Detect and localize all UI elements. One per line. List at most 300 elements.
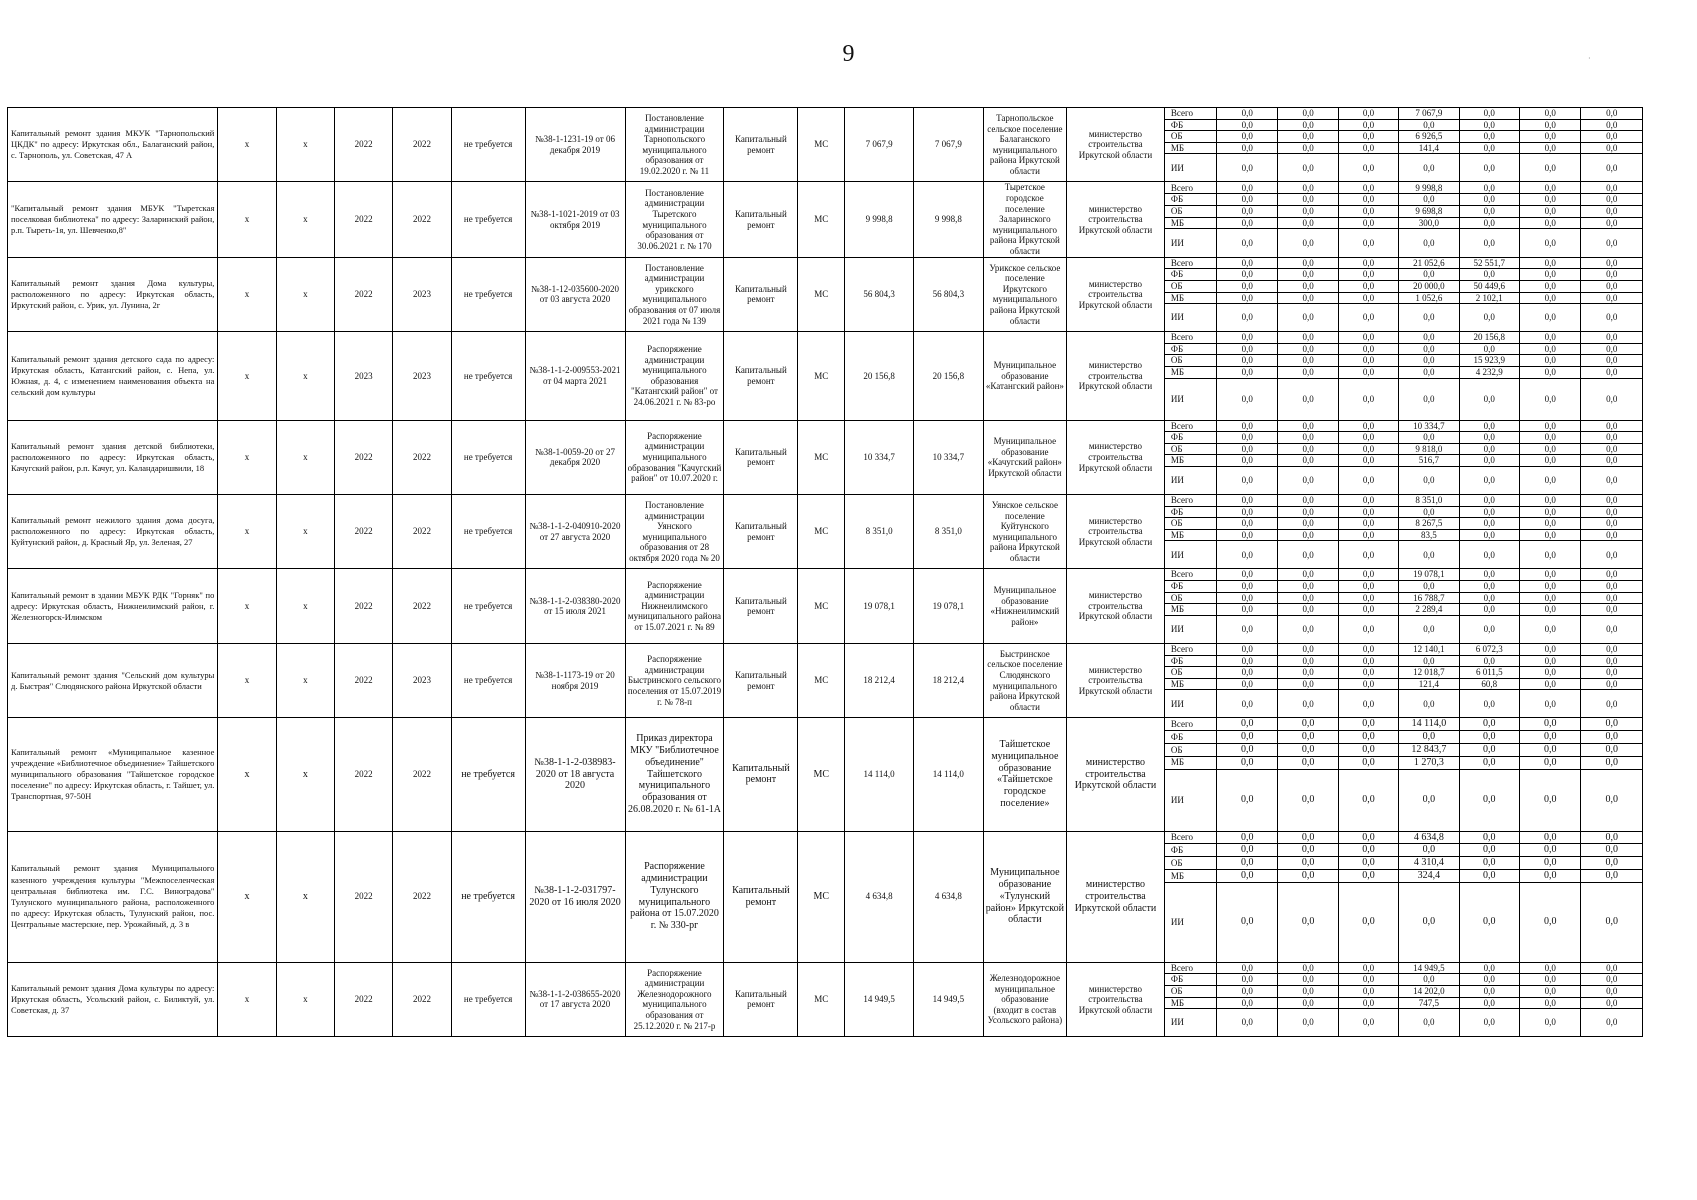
- funding-value-cell: 0,0: [1519, 205, 1580, 217]
- funding-value-cell: 0,0: [1338, 518, 1398, 530]
- funding-value-cell: 0,0: [1519, 443, 1580, 455]
- funding-value-cell: 0,0: [1459, 205, 1519, 217]
- funding-value-cell: 0,0: [1338, 615, 1398, 643]
- funding-value-cell: 0,0: [1338, 882, 1398, 962]
- funding-value-cell: 0,0: [1519, 643, 1580, 655]
- funding-value-cell: 0,0: [1581, 655, 1643, 667]
- year-end-cell: 2023: [393, 332, 451, 420]
- cell-x2-cell: x: [276, 495, 334, 569]
- name-cell: Капитальный ремонт здания Муниципального казенного учреждения культуры "Межпоселенческая центральная библиотека им. Г.С. Виноградова" Тулунского муниципального района, расположенного по адресу: Иркутская область, Тулунский район, пос. Центральные мастерские, пер. Урожайный, д. 3 в: [8, 831, 218, 962]
- funding-value-cell: 0,0: [1278, 443, 1338, 455]
- funding-source-label: ОБ: [1164, 280, 1216, 292]
- name-cell: Капитальный ремонт в здании МБУК РДК "Горняк" по адресу: Иркутская область, Нижнеилимский район, г. Железногорск-Илимском: [8, 569, 218, 643]
- funding-source-label: ФБ: [1164, 581, 1216, 593]
- cost-cell: 19 078,1: [845, 569, 914, 643]
- funding-value-cell: 0,0: [1338, 142, 1398, 154]
- year-end-cell: 2022: [393, 420, 451, 494]
- funding-value-cell: 0,0: [1459, 1009, 1519, 1037]
- funding-value-cell: 0,0: [1216, 756, 1277, 769]
- funding-value-cell: 0,0: [1581, 743, 1643, 756]
- funding-source-label: ОБ: [1164, 985, 1216, 997]
- funding-source-label: ИИ: [1164, 882, 1216, 962]
- funding-value-cell: 0,0: [1519, 467, 1580, 495]
- funding-value-cell: 0,0: [1459, 592, 1519, 604]
- funding-source-label: Всего: [1164, 182, 1216, 194]
- funding-source-label: ОБ: [1164, 743, 1216, 756]
- cell-x1-cell: x: [218, 718, 276, 831]
- object-row: [8, 182, 1643, 194]
- funding-value-cell: 0,0: [1459, 844, 1519, 857]
- funding-value-cell: 0,0: [1278, 731, 1338, 744]
- funding-value-cell: 0,0: [1338, 506, 1398, 518]
- funding-value-cell: 0,0: [1278, 869, 1338, 882]
- cell-x1-cell: x: [218, 569, 276, 643]
- grbs-cell: министерство строительства Иркутской области: [1067, 643, 1165, 717]
- funding-value-cell: 0,0: [1338, 962, 1398, 974]
- funding-value-cell: 0,0: [1338, 718, 1398, 731]
- funding-source-label: ФБ: [1164, 343, 1216, 355]
- funding-value-cell: 0,0: [1519, 131, 1580, 143]
- funding-value-cell: 0,0: [1216, 731, 1277, 744]
- funding-value-cell: 0,0: [1459, 378, 1519, 420]
- customer-cell: Муниципальное образование «Катангский район»: [983, 332, 1066, 420]
- funding-value-cell: 0,0: [1459, 217, 1519, 229]
- funding-value-cell: 0,0: [1459, 108, 1519, 120]
- page-number: 9: [842, 41, 855, 67]
- funding-value-cell: 0,0: [1338, 292, 1398, 304]
- funding-source-label: ОБ: [1164, 443, 1216, 455]
- remaining-cell: 7 067,9: [913, 108, 983, 182]
- funding-value-cell: 0,0: [1459, 831, 1519, 844]
- cost-cell: 7 067,9: [845, 108, 914, 182]
- name-cell: Капитальный ремонт здания "Сельский дом культуры д. Быстрая" Слюдянского района Иркутской области: [8, 643, 218, 717]
- object-row: [8, 718, 1643, 731]
- customer-cell: Уянское сельское поселение Куйтунского муниципального района Иркутской области: [983, 495, 1066, 569]
- year-start-cell: 2022: [334, 108, 392, 182]
- funding-value-cell: 0,0: [1519, 718, 1580, 731]
- funding-value-cell: 0,0: [1216, 604, 1277, 616]
- funding-value-cell: 0,0: [1459, 194, 1519, 206]
- funding-value-cell: 1 052,6: [1399, 292, 1459, 304]
- funding-value-cell: 0,0: [1581, 857, 1643, 870]
- funding-value-cell: 0,0: [1278, 831, 1338, 844]
- funding-value-cell: 0,0: [1278, 581, 1338, 593]
- funding-value-cell: 0,0: [1216, 869, 1277, 882]
- funding-value-cell: 0,0: [1216, 592, 1277, 604]
- funding-value-cell: 0,0: [1519, 831, 1580, 844]
- decision-cell: Распоряжение администрации Нижнеилимского муниципального района от 15.07.2021 г. № 89: [625, 569, 724, 643]
- funding-value-cell: 0,0: [1338, 529, 1398, 541]
- funding-value-cell: 0,0: [1338, 119, 1398, 131]
- expertise-cell: не требуется: [451, 420, 525, 494]
- funding-value-cell: 4 634,8: [1399, 831, 1459, 844]
- funding-value-cell: 0,0: [1216, 743, 1277, 756]
- funding-value-cell: 0,0: [1216, 355, 1277, 367]
- funding-value-cell: 0,0: [1278, 304, 1338, 332]
- funding-value-cell: 0,0: [1338, 131, 1398, 143]
- funding-source-label: ОБ: [1164, 667, 1216, 679]
- year-start-cell: 2022: [334, 569, 392, 643]
- funding-value-cell: 7 067,9: [1399, 108, 1459, 120]
- funding-value-cell: 0,0: [1581, 529, 1643, 541]
- funding-value-cell: 0,0: [1278, 690, 1338, 718]
- funding-value-cell: 0,0: [1519, 997, 1580, 1009]
- remaining-cell: 20 156,8: [913, 332, 983, 420]
- funding-value-cell: 0,0: [1519, 332, 1580, 344]
- grbs-cell: министерство строительства Иркутской области: [1067, 718, 1165, 831]
- funding-value-cell: 50 449,6: [1459, 280, 1519, 292]
- funding-value-cell: 0,0: [1278, 541, 1338, 569]
- funding-value-cell: 0,0: [1216, 205, 1277, 217]
- funding-value-cell: 0,0: [1338, 217, 1398, 229]
- remaining-cell: 10 334,7: [913, 420, 983, 494]
- funding-value-cell: 0,0: [1216, 857, 1277, 870]
- name-cell: Капитальный ремонт здания Дома культуры по адресу: Иркутская область, Усольский район, с. Биликтуй, ул. Советская, д. 37: [8, 962, 218, 1036]
- cell-x2-cell: x: [276, 962, 334, 1036]
- funding-value-cell: 0,0: [1278, 1009, 1338, 1037]
- funding-value-cell: 0,0: [1338, 844, 1398, 857]
- funding-value-cell: 0,0: [1459, 518, 1519, 530]
- funding-value-cell: 0,0: [1399, 355, 1459, 367]
- funding-value-cell: 0,0: [1216, 769, 1277, 831]
- year-end-cell: 2022: [393, 569, 451, 643]
- funding-value-cell: 0,0: [1459, 882, 1519, 962]
- funding-value-cell: 0,0: [1278, 378, 1338, 420]
- cell-x1-cell: x: [218, 831, 276, 962]
- funding-value-cell: 0,0: [1278, 655, 1338, 667]
- funding-value-cell: 0,0: [1216, 304, 1277, 332]
- funding-value-cell: 0,0: [1581, 962, 1643, 974]
- funding-value-cell: 0,0: [1399, 378, 1459, 420]
- funding-value-cell: 0,0: [1338, 304, 1398, 332]
- object-row: [8, 420, 1643, 432]
- funding-value-cell: 0,0: [1581, 869, 1643, 882]
- funding-source-label: Всего: [1164, 332, 1216, 344]
- funding-value-cell: 0,0: [1338, 974, 1398, 986]
- funding-value-cell: 0,0: [1338, 678, 1398, 690]
- funding-value-cell: 9 998,8: [1399, 182, 1459, 194]
- funding-value-cell: 20 156,8: [1459, 332, 1519, 344]
- funding-value-cell: 0,0: [1338, 154, 1398, 182]
- expertise-cell: не требуется: [451, 718, 525, 831]
- funding-value-cell: 0,0: [1459, 182, 1519, 194]
- remaining-cell: 8 351,0: [913, 495, 983, 569]
- funding-value-cell: 0,0: [1399, 154, 1459, 182]
- customer-cell: Муниципальное образование «Качугский район» Иркутской области: [983, 420, 1066, 494]
- funding-value-cell: 0,0: [1216, 257, 1277, 269]
- funding-value-cell: 4 232,9: [1459, 366, 1519, 378]
- cell-x2-cell: x: [276, 108, 334, 182]
- funding-value-cell: 0,0: [1216, 1009, 1277, 1037]
- funding-value-cell: 0,0: [1338, 655, 1398, 667]
- funding-value-cell: 0,0: [1278, 857, 1338, 870]
- funding-value-cell: 0,0: [1278, 985, 1338, 997]
- funding-value-cell: 0,0: [1338, 643, 1398, 655]
- funding-source-label: ФБ: [1164, 119, 1216, 131]
- funding-value-cell: 0,0: [1338, 205, 1398, 217]
- cell-x1-cell: x: [218, 495, 276, 569]
- cell-x2-cell: x: [276, 569, 334, 643]
- funding-value-cell: 0,0: [1581, 217, 1643, 229]
- funding-value-cell: 0,0: [1519, 292, 1580, 304]
- cell-x1-cell: x: [218, 182, 276, 257]
- funding-value-cell: 0,0: [1278, 366, 1338, 378]
- funding-value-cell: 0,0: [1399, 974, 1459, 986]
- funding-value-cell: 0,0: [1519, 229, 1580, 257]
- funding-value-cell: 0,0: [1278, 529, 1338, 541]
- funding-value-cell: 0,0: [1278, 355, 1338, 367]
- year-end-cell: 2023: [393, 643, 451, 717]
- funding-value-cell: 0,0: [1459, 529, 1519, 541]
- expertise-cell: не требуется: [451, 332, 525, 420]
- funding-value-cell: 0,0: [1519, 154, 1580, 182]
- funding-value-cell: 0,0: [1399, 731, 1459, 744]
- funding-value-cell: 0,0: [1216, 108, 1277, 120]
- cell-x1-cell: x: [218, 332, 276, 420]
- funding-value-cell: 0,0: [1519, 495, 1580, 507]
- customer-cell: Железнодорожное муниципальное образование (входит в состав Усольского района): [983, 962, 1066, 1036]
- funding-value-cell: 0,0: [1338, 985, 1398, 997]
- funding-value-cell: 0,0: [1399, 332, 1459, 344]
- funding-value-cell: 0,0: [1278, 974, 1338, 986]
- funding-value-cell: 0,0: [1338, 569, 1398, 581]
- funding-value-cell: 0,0: [1278, 420, 1338, 432]
- name-cell: Капитальный ремонт здания Дома культуры, расположенного по адресу: Иркутская область, Иркутский район, с. Урик, ул. Лунина, 2г: [8, 257, 218, 331]
- funding-value-cell: 0,0: [1519, 604, 1580, 616]
- funding-value-cell: 0,0: [1216, 292, 1277, 304]
- funding-value-cell: 0,0: [1581, 592, 1643, 604]
- year-end-cell: 2022: [393, 108, 451, 182]
- funding-value-cell: 14 114,0: [1399, 718, 1459, 731]
- funding-value-cell: 0,0: [1581, 467, 1643, 495]
- year-end-cell: 2022: [393, 182, 451, 257]
- year-start-cell: 2023: [334, 332, 392, 420]
- funding-source-label: ИИ: [1164, 229, 1216, 257]
- funding-value-cell: 0,0: [1278, 142, 1338, 154]
- work-type-cell: Капитальный ремонт: [724, 420, 798, 494]
- funding-value-cell: 0,0: [1581, 731, 1643, 744]
- funding-value-cell: 0,0: [1519, 756, 1580, 769]
- cell-x2-cell: x: [276, 643, 334, 717]
- funding-value-cell: 0,0: [1519, 108, 1580, 120]
- funding-value-cell: 0,0: [1459, 731, 1519, 744]
- funding-value-cell: 12 018,7: [1399, 667, 1459, 679]
- funding-value-cell: 0,0: [1278, 194, 1338, 206]
- grbs-cell: министерство строительства Иркутской области: [1067, 108, 1165, 182]
- reg-number-cell: №38-1-12-035600-2020 от 03 августа 2020: [525, 257, 625, 331]
- funding-value-cell: 0,0: [1216, 420, 1277, 432]
- object-row: [8, 831, 1643, 844]
- funding-value-cell: 0,0: [1519, 518, 1580, 530]
- funding-source-label: МБ: [1164, 366, 1216, 378]
- funding-value-cell: 0,0: [1399, 432, 1459, 444]
- funding-value-cell: 0,0: [1278, 280, 1338, 292]
- name-cell: Капитальный ремонт «Муниципальное казенное учреждение «Библиотечное объединение» Тайшетского муниципального образования "Тайшетское городское поселение" по адресу: Иркутская область, г. Тайшет, ул. Транспортная, 97-50Н: [8, 718, 218, 831]
- funding-value-cell: 0,0: [1459, 142, 1519, 154]
- funding-value-cell: 516,7: [1399, 455, 1459, 467]
- funding-value-cell: 0,0: [1399, 269, 1459, 281]
- funding-value-cell: 16 788,7: [1399, 592, 1459, 604]
- decision-cell: Постановление администрации Тарнопольского муниципального образования от 19.02.2020 г. № 11: [625, 108, 724, 182]
- funding-value-cell: 0,0: [1216, 541, 1277, 569]
- ownership-cell: МС: [798, 495, 845, 569]
- work-type-cell: Капитальный ремонт: [724, 495, 798, 569]
- funding-value-cell: 0,0: [1459, 655, 1519, 667]
- funding-source-label: Всего: [1164, 257, 1216, 269]
- funding-value-cell: 0,0: [1519, 569, 1580, 581]
- funding-value-cell: 0,0: [1519, 420, 1580, 432]
- funding-source-label: Всего: [1164, 569, 1216, 581]
- funding-value-cell: 6 926,5: [1399, 131, 1459, 143]
- funding-source-label: Всего: [1164, 108, 1216, 120]
- funding-value-cell: 20 000,0: [1399, 280, 1459, 292]
- funding-source-label: ИИ: [1164, 304, 1216, 332]
- decision-cell: Постановление администрации Уянского муниципального образования от 28 октября 2020 года № 20: [625, 495, 724, 569]
- year-start-cell: 2022: [334, 962, 392, 1036]
- funding-value-cell: 0,0: [1581, 882, 1643, 962]
- funding-value-cell: 0,0: [1399, 690, 1459, 718]
- funding-value-cell: 0,0: [1216, 432, 1277, 444]
- funding-value-cell: 324,4: [1399, 869, 1459, 882]
- funding-value-cell: 0,0: [1278, 269, 1338, 281]
- funding-value-cell: 0,0: [1338, 581, 1398, 593]
- funding-source-label: МБ: [1164, 529, 1216, 541]
- funding-value-cell: 0,0: [1519, 455, 1580, 467]
- funding-value-cell: 0,0: [1338, 378, 1398, 420]
- objects-table: [7, 107, 1643, 1037]
- decision-cell: Распоряжение администрации Тулунского муниципального района от 15.07.2020 г. № 330-рг: [625, 831, 724, 962]
- page-mark: ·: [1588, 54, 1591, 63]
- remaining-cell: 4 634,8: [913, 831, 983, 962]
- grbs-cell: министерство строительства Иркутской области: [1067, 420, 1165, 494]
- funding-value-cell: 15 923,9: [1459, 355, 1519, 367]
- funding-value-cell: 0,0: [1338, 455, 1398, 467]
- object-row: [8, 569, 1643, 581]
- funding-value-cell: 12 140,1: [1399, 643, 1459, 655]
- funding-value-cell: 0,0: [1459, 962, 1519, 974]
- funding-value-cell: 0,0: [1216, 506, 1277, 518]
- funding-value-cell: 0,0: [1338, 343, 1398, 355]
- funding-value-cell: 0,0: [1459, 420, 1519, 432]
- funding-source-label: МБ: [1164, 869, 1216, 882]
- funding-source-label: МБ: [1164, 756, 1216, 769]
- year-end-cell: 2022: [393, 495, 451, 569]
- expertise-cell: не требуется: [451, 495, 525, 569]
- funding-value-cell: 1 270,3: [1399, 756, 1459, 769]
- expertise-cell: не требуется: [451, 257, 525, 331]
- year-start-cell: 2022: [334, 831, 392, 962]
- cost-cell: 18 212,4: [845, 643, 914, 717]
- funding-value-cell: 0,0: [1278, 569, 1338, 581]
- customer-cell: Муниципальное образование «Нижнеилимский район»: [983, 569, 1066, 643]
- funding-source-label: ИИ: [1164, 769, 1216, 831]
- funding-value-cell: 0,0: [1278, 718, 1338, 731]
- funding-value-cell: 0,0: [1216, 667, 1277, 679]
- funding-value-cell: 60,8: [1459, 678, 1519, 690]
- funding-value-cell: 0,0: [1519, 615, 1580, 643]
- funding-value-cell: 0,0: [1519, 581, 1580, 593]
- funding-value-cell: 0,0: [1459, 495, 1519, 507]
- funding-value-cell: 0,0: [1278, 119, 1338, 131]
- ownership-cell: МС: [798, 108, 845, 182]
- funding-value-cell: 0,0: [1399, 615, 1459, 643]
- funding-value-cell: 0,0: [1399, 581, 1459, 593]
- funding-value-cell: 0,0: [1216, 269, 1277, 281]
- funding-value-cell: 0,0: [1216, 119, 1277, 131]
- funding-value-cell: 0,0: [1459, 690, 1519, 718]
- work-type-cell: Капитальный ремонт: [724, 831, 798, 962]
- funding-value-cell: 0,0: [1581, 119, 1643, 131]
- funding-value-cell: 0,0: [1581, 541, 1643, 569]
- funding-source-label: МБ: [1164, 604, 1216, 616]
- funding-value-cell: 0,0: [1278, 205, 1338, 217]
- funding-value-cell: 0,0: [1338, 443, 1398, 455]
- expertise-cell: не требуется: [451, 108, 525, 182]
- funding-value-cell: 0,0: [1216, 962, 1277, 974]
- customer-cell: Тыретское городское поселение Заларинского муниципального района Иркутской области: [983, 182, 1066, 257]
- object-row: [8, 962, 1643, 974]
- ownership-cell: МС: [798, 182, 845, 257]
- ownership-cell: МС: [798, 332, 845, 420]
- funding-value-cell: 0,0: [1581, 257, 1643, 269]
- funding-value-cell: 0,0: [1278, 217, 1338, 229]
- funding-value-cell: 0,0: [1338, 182, 1398, 194]
- cell-x2-cell: x: [276, 332, 334, 420]
- funding-value-cell: 0,0: [1519, 269, 1580, 281]
- funding-value-cell: 0,0: [1459, 869, 1519, 882]
- object-row: [8, 643, 1643, 655]
- cell-x1-cell: x: [218, 643, 276, 717]
- funding-value-cell: 0,0: [1459, 506, 1519, 518]
- funding-value-cell: 0,0: [1519, 857, 1580, 870]
- funding-value-cell: 0,0: [1216, 142, 1277, 154]
- funding-value-cell: 0,0: [1338, 194, 1398, 206]
- funding-value-cell: 0,0: [1338, 592, 1398, 604]
- reg-number-cell: №38-1-1021-2019 от 03 октября 2019: [525, 182, 625, 257]
- funding-value-cell: 0,0: [1459, 343, 1519, 355]
- funding-value-cell: 12 843,7: [1399, 743, 1459, 756]
- funding-value-cell: 0,0: [1399, 304, 1459, 332]
- customer-cell: Быстринское сельское поселение Слюдянского муниципального района Иркутской области: [983, 643, 1066, 717]
- funding-value-cell: 0,0: [1519, 731, 1580, 744]
- expertise-cell: не требуется: [451, 569, 525, 643]
- funding-value-cell: 0,0: [1338, 541, 1398, 569]
- funding-value-cell: 0,0: [1581, 495, 1643, 507]
- funding-value-cell: 0,0: [1519, 869, 1580, 882]
- funding-value-cell: 0,0: [1278, 495, 1338, 507]
- reg-number-cell: №38-1-1-2-009553-2021 от 04 марта 2021: [525, 332, 625, 420]
- funding-value-cell: 0,0: [1581, 985, 1643, 997]
- funding-value-cell: 9 698,8: [1399, 205, 1459, 217]
- funding-value-cell: 0,0: [1216, 690, 1277, 718]
- funding-value-cell: 0,0: [1338, 997, 1398, 1009]
- funding-value-cell: 0,0: [1459, 985, 1519, 997]
- funding-value-cell: 0,0: [1581, 506, 1643, 518]
- ownership-cell: МС: [798, 420, 845, 494]
- work-type-cell: Капитальный ремонт: [724, 962, 798, 1036]
- funding-source-label: ИИ: [1164, 690, 1216, 718]
- funding-value-cell: 0,0: [1459, 743, 1519, 756]
- funding-value-cell: 0,0: [1459, 467, 1519, 495]
- funding-value-cell: 0,0: [1581, 690, 1643, 718]
- funding-value-cell: 0,0: [1338, 1009, 1398, 1037]
- cell-x2-cell: x: [276, 257, 334, 331]
- funding-value-cell: 0,0: [1459, 581, 1519, 593]
- funding-value-cell: 0,0: [1519, 743, 1580, 756]
- cell-x2-cell: x: [276, 718, 334, 831]
- funding-value-cell: 0,0: [1519, 366, 1580, 378]
- ownership-cell: МС: [798, 831, 845, 962]
